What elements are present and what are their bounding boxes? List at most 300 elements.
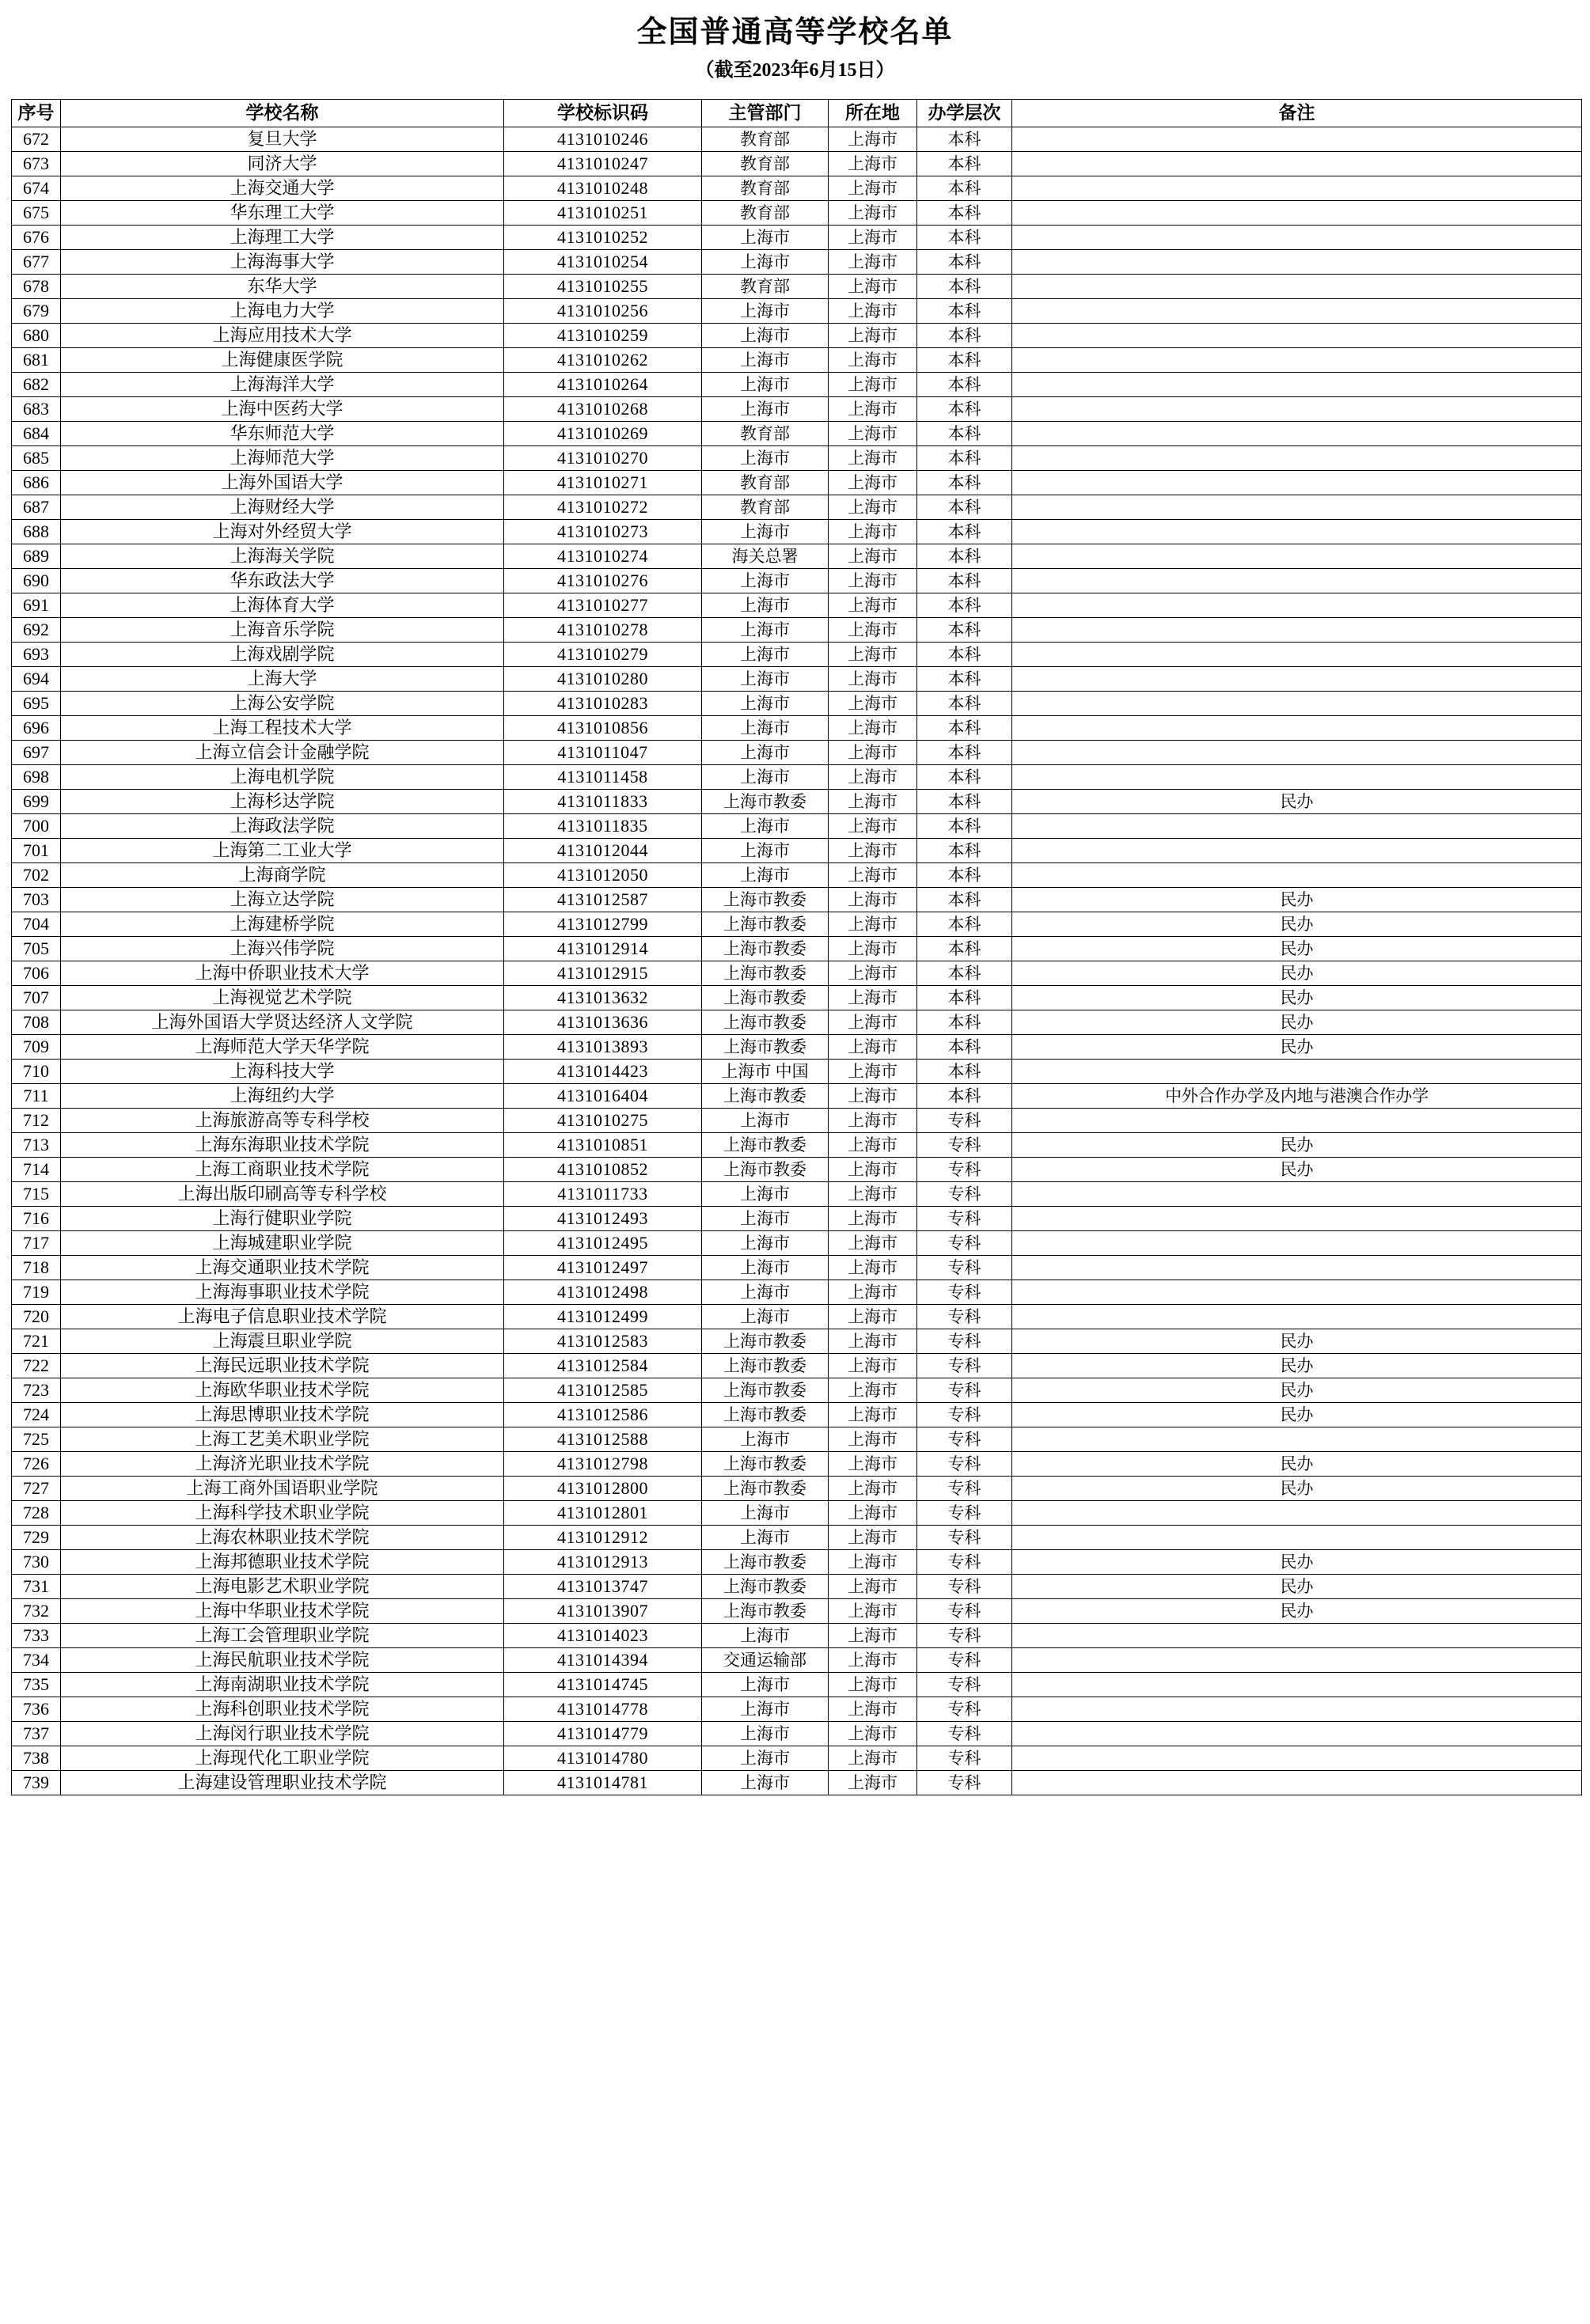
table-row: [12, 740, 1582, 764]
cell-code: 4131014778: [504, 1697, 702, 1721]
cell-level: 专科: [917, 1672, 1012, 1697]
cell-name: 上海应用技术大学: [61, 323, 504, 347]
cell-level: 本科: [917, 862, 1012, 887]
cell-name: 上海商学院: [61, 862, 504, 887]
cell-remark: [1012, 495, 1582, 519]
cell-loc: 上海市: [829, 642, 917, 666]
cell-idx: 729: [12, 1525, 61, 1549]
cell-dept: 上海市: [702, 1108, 829, 1132]
cell-name: 上海海事大学: [61, 249, 504, 274]
cell-level: 专科: [917, 1476, 1012, 1500]
cell-loc: 上海市: [829, 470, 917, 495]
cell-level: 专科: [917, 1157, 1012, 1181]
cell-remark: [1012, 813, 1582, 838]
cell-loc: 上海市: [829, 323, 917, 347]
cell-loc: 上海市: [829, 1402, 917, 1427]
cell-idx: 699: [12, 789, 61, 813]
cell-remark: [1012, 617, 1582, 642]
table-row: [12, 789, 1582, 813]
cell-level: 专科: [917, 1525, 1012, 1549]
cell-name: 上海电子信息职业技术学院: [61, 1304, 504, 1329]
cell-dept: 交通运输部: [702, 1647, 829, 1672]
table-row: [12, 445, 1582, 470]
cell-remark: [1012, 1746, 1582, 1770]
cell-code: 4131012798: [504, 1451, 702, 1476]
cell-dept: 海关总署: [702, 544, 829, 568]
cell-idx: 695: [12, 691, 61, 715]
cell-idx: 737: [12, 1721, 61, 1746]
table-row: [12, 1672, 1582, 1697]
cell-code: 4131016404: [504, 1083, 702, 1108]
cell-level: 专科: [917, 1549, 1012, 1574]
cell-name: 上海农林职业技术学院: [61, 1525, 504, 1549]
cell-remark: [1012, 1647, 1582, 1672]
cell-dept: 上海市 中国: [702, 1059, 829, 1083]
cell-code: 4131013893: [504, 1034, 702, 1059]
cell-dept: 上海市: [702, 396, 829, 421]
cell-loc: 上海市: [829, 887, 917, 912]
cell-level: 本科: [917, 740, 1012, 764]
cell-dept: 教育部: [702, 176, 829, 200]
cell-code: 4131014423: [504, 1059, 702, 1083]
cell-loc: 上海市: [829, 1034, 917, 1059]
cell-level: 本科: [917, 323, 1012, 347]
cell-idx: 722: [12, 1353, 61, 1378]
column-header-level: 办学层次: [917, 99, 1012, 127]
cell-idx: 738: [12, 1746, 61, 1770]
cell-code: 4131010856: [504, 715, 702, 740]
cell-level: 专科: [917, 1598, 1012, 1623]
table-row: [12, 1157, 1582, 1181]
cell-level: 专科: [917, 1721, 1012, 1746]
cell-idx: 700: [12, 813, 61, 838]
cell-dept: 上海市: [702, 642, 829, 666]
cell-idx: 739: [12, 1770, 61, 1795]
cell-code: 4131010279: [504, 642, 702, 666]
cell-level: 专科: [917, 1230, 1012, 1255]
cell-level: 本科: [917, 200, 1012, 225]
cell-name: 上海交通大学: [61, 176, 504, 200]
cell-name: 上海视觉艺术学院: [61, 985, 504, 1010]
cell-level: 本科: [917, 1059, 1012, 1083]
cell-remark: 民办: [1012, 985, 1582, 1010]
table-row: [12, 298, 1582, 323]
cell-idx: 706: [12, 961, 61, 985]
cell-loc: 上海市: [829, 298, 917, 323]
cell-dept: 上海市: [702, 740, 829, 764]
cell-name: 上海工程技术大学: [61, 715, 504, 740]
cell-level: 本科: [917, 617, 1012, 642]
cell-code: 4131010264: [504, 372, 702, 396]
cell-level: 本科: [917, 495, 1012, 519]
table-row: [12, 887, 1582, 912]
cell-loc: 上海市: [829, 1255, 917, 1280]
cell-name: 上海思博职业技术学院: [61, 1402, 504, 1427]
cell-remark: [1012, 396, 1582, 421]
table-header: [12, 99, 1582, 127]
cell-loc: 上海市: [829, 1672, 917, 1697]
cell-dept: 上海市: [702, 813, 829, 838]
cell-idx: 708: [12, 1010, 61, 1034]
cell-loc: 上海市: [829, 151, 917, 176]
cell-name: 华东政法大学: [61, 568, 504, 593]
cell-loc: 上海市: [829, 1549, 917, 1574]
cell-loc: 上海市: [829, 1451, 917, 1476]
cell-idx: 674: [12, 176, 61, 200]
cell-idx: 692: [12, 617, 61, 642]
cell-remark: [1012, 1206, 1582, 1230]
cell-code: 4131010272: [504, 495, 702, 519]
cell-name: 上海对外经贸大学: [61, 519, 504, 544]
cell-level: 本科: [917, 127, 1012, 151]
cell-level: 本科: [917, 396, 1012, 421]
cell-level: 本科: [917, 519, 1012, 544]
cell-code: 4131014780: [504, 1746, 702, 1770]
cell-level: 本科: [917, 961, 1012, 985]
cell-idx: 687: [12, 495, 61, 519]
cell-loc: 上海市: [829, 1647, 917, 1672]
cell-dept: 上海市: [702, 1427, 829, 1451]
table-row: [12, 1083, 1582, 1108]
cell-remark: [1012, 1500, 1582, 1525]
cell-dept: 上海市教委: [702, 887, 829, 912]
table-row: [12, 151, 1582, 176]
cell-dept: 上海市教委: [702, 961, 829, 985]
cell-level: 专科: [917, 1451, 1012, 1476]
table-row: [12, 470, 1582, 495]
table-row: [12, 1255, 1582, 1280]
cell-level: 本科: [917, 421, 1012, 445]
cell-level: 专科: [917, 1181, 1012, 1206]
cell-idx: 734: [12, 1647, 61, 1672]
cell-remark: 民办: [1012, 1598, 1582, 1623]
cell-loc: 上海市: [829, 1181, 917, 1206]
table-row: [12, 1059, 1582, 1083]
cell-idx: 704: [12, 912, 61, 936]
cell-code: 4131010256: [504, 298, 702, 323]
table-row: [12, 691, 1582, 715]
cell-loc: 上海市: [829, 1378, 917, 1402]
cell-remark: [1012, 1427, 1582, 1451]
cell-dept: 上海市教委: [702, 1451, 829, 1476]
cell-idx: 732: [12, 1598, 61, 1623]
cell-name: 上海城建职业学院: [61, 1230, 504, 1255]
school-roster-table: [11, 99, 1582, 1795]
cell-remark: [1012, 1525, 1582, 1549]
cell-level: 本科: [917, 176, 1012, 200]
cell-remark: [1012, 1108, 1582, 1132]
cell-dept: 上海市: [702, 323, 829, 347]
cell-idx: 696: [12, 715, 61, 740]
cell-remark: [1012, 740, 1582, 764]
table-row: [12, 1697, 1582, 1721]
cell-code: 4131012915: [504, 961, 702, 985]
cell-remark: [1012, 1181, 1582, 1206]
cell-remark: 民办: [1012, 1549, 1582, 1574]
cell-level: 本科: [917, 1083, 1012, 1108]
cell-loc: 上海市: [829, 862, 917, 887]
cell-level: 本科: [917, 249, 1012, 274]
cell-level: 本科: [917, 887, 1012, 912]
cell-code: 4131011733: [504, 1181, 702, 1206]
table-row: [12, 1525, 1582, 1549]
cell-name: 上海工艺美术职业学院: [61, 1427, 504, 1451]
cell-dept: 教育部: [702, 127, 829, 151]
cell-loc: 上海市: [829, 1697, 917, 1721]
cell-code: 4131010248: [504, 176, 702, 200]
table-row: [12, 1206, 1582, 1230]
cell-idx: 679: [12, 298, 61, 323]
cell-code: 4131012587: [504, 887, 702, 912]
cell-dept: 上海市: [702, 298, 829, 323]
cell-loc: 上海市: [829, 544, 917, 568]
cell-code: 4131012586: [504, 1402, 702, 1427]
cell-code: 4131010276: [504, 568, 702, 593]
cell-name: 上海交通职业技术学院: [61, 1255, 504, 1280]
cell-idx: 717: [12, 1230, 61, 1255]
cell-remark: [1012, 225, 1582, 249]
cell-level: 本科: [917, 666, 1012, 691]
cell-level: 专科: [917, 1255, 1012, 1280]
cell-idx: 686: [12, 470, 61, 495]
cell-idx: 689: [12, 544, 61, 568]
cell-loc: 上海市: [829, 421, 917, 445]
cell-level: 专科: [917, 1697, 1012, 1721]
cell-level: 专科: [917, 1304, 1012, 1329]
cell-remark: [1012, 1255, 1582, 1280]
cell-dept: 上海市教委: [702, 1378, 829, 1402]
cell-code: 4131012044: [504, 838, 702, 862]
cell-loc: 上海市: [829, 936, 917, 961]
cell-code: 4131012799: [504, 912, 702, 936]
cell-loc: 上海市: [829, 495, 917, 519]
cell-name: 上海中侨职业技术大学: [61, 961, 504, 985]
cell-idx: 724: [12, 1402, 61, 1427]
cell-code: 4131012912: [504, 1525, 702, 1549]
cell-level: 本科: [917, 1010, 1012, 1034]
cell-level: 专科: [917, 1378, 1012, 1402]
cell-remark: [1012, 470, 1582, 495]
cell-level: 本科: [917, 936, 1012, 961]
cell-idx: 718: [12, 1255, 61, 1280]
cell-loc: 上海市: [829, 1059, 917, 1083]
table-body: [12, 127, 1582, 1795]
cell-code: 4131012588: [504, 1427, 702, 1451]
cell-idx: 685: [12, 445, 61, 470]
cell-dept: 上海市教委: [702, 1083, 829, 1108]
cell-code: 4131010852: [504, 1157, 702, 1181]
table-row: [12, 347, 1582, 372]
cell-level: 本科: [917, 347, 1012, 372]
cell-name: 上海欧华职业技术学院: [61, 1378, 504, 1402]
cell-loc: 上海市: [829, 1108, 917, 1132]
table-row: [12, 127, 1582, 151]
cell-remark: [1012, 445, 1582, 470]
cell-level: 本科: [917, 470, 1012, 495]
cell-remark: [1012, 568, 1582, 593]
cell-code: 4131010268: [504, 396, 702, 421]
table-row: [12, 1746, 1582, 1770]
title-block: [0, 0, 1590, 83]
table-row: [12, 936, 1582, 961]
table-row: [12, 1230, 1582, 1255]
cell-name: 复旦大学: [61, 127, 504, 151]
cell-name: 上海政法学院: [61, 813, 504, 838]
cell-name: 上海闵行职业技术学院: [61, 1721, 504, 1746]
cell-dept: 上海市: [702, 764, 829, 789]
cell-remark: 民办: [1012, 887, 1582, 912]
cell-remark: 民办: [1012, 1353, 1582, 1378]
cell-remark: 民办: [1012, 1402, 1582, 1427]
cell-code: 4131012585: [504, 1378, 702, 1402]
cell-loc: 上海市: [829, 1206, 917, 1230]
cell-dept: 上海市: [702, 1255, 829, 1280]
table-row: [12, 1770, 1582, 1795]
cell-name: 上海海洋大学: [61, 372, 504, 396]
cell-level: 专科: [917, 1132, 1012, 1157]
cell-dept: 教育部: [702, 470, 829, 495]
cell-loc: 上海市: [829, 1500, 917, 1525]
table-row: [12, 1500, 1582, 1525]
cell-remark: 民办: [1012, 961, 1582, 985]
cell-name: 上海旅游高等专科学校: [61, 1108, 504, 1132]
cell-loc: 上海市: [829, 1132, 917, 1157]
cell-code: 4131010259: [504, 323, 702, 347]
cell-name: 上海体育大学: [61, 593, 504, 617]
cell-remark: [1012, 1623, 1582, 1647]
table-row: [12, 617, 1582, 642]
cell-code: 4131010280: [504, 666, 702, 691]
cell-level: 本科: [917, 568, 1012, 593]
cell-idx: 731: [12, 1574, 61, 1598]
cell-loc: 上海市: [829, 249, 917, 274]
cell-idx: 693: [12, 642, 61, 666]
cell-idx: 725: [12, 1427, 61, 1451]
cell-code: 4131010247: [504, 151, 702, 176]
cell-name: 上海民远职业技术学院: [61, 1353, 504, 1378]
table-row: [12, 1721, 1582, 1746]
cell-dept: 上海市教委: [702, 912, 829, 936]
cell-idx: 736: [12, 1697, 61, 1721]
cell-idx: 716: [12, 1206, 61, 1230]
cell-name: 上海南湖职业技术学院: [61, 1672, 504, 1697]
cell-code: 4131012493: [504, 1206, 702, 1230]
cell-loc: 上海市: [829, 396, 917, 421]
cell-idx: 726: [12, 1451, 61, 1476]
table-container: [0, 99, 1590, 1795]
cell-name: 上海震旦职业学院: [61, 1329, 504, 1353]
cell-code: 4131012495: [504, 1230, 702, 1255]
cell-loc: 上海市: [829, 1083, 917, 1108]
cell-dept: 上海市: [702, 347, 829, 372]
cell-loc: 上海市: [829, 912, 917, 936]
cell-dept: 上海市: [702, 372, 829, 396]
cell-dept: 上海市: [702, 666, 829, 691]
cell-code: 4131014394: [504, 1647, 702, 1672]
cell-level: 专科: [917, 1574, 1012, 1598]
cell-code: 4131013636: [504, 1010, 702, 1034]
cell-loc: 上海市: [829, 1329, 917, 1353]
cell-name: 上海工商外国语职业学院: [61, 1476, 504, 1500]
table-row: [12, 1574, 1582, 1598]
cell-code: 4131012801: [504, 1500, 702, 1525]
table-row: [12, 961, 1582, 985]
table-row: [12, 495, 1582, 519]
cell-code: 4131010275: [504, 1108, 702, 1132]
cell-level: 专科: [917, 1206, 1012, 1230]
cell-dept: 上海市教委: [702, 1034, 829, 1059]
table-row: [12, 1132, 1582, 1157]
cell-idx: 672: [12, 127, 61, 151]
column-header-index: 序号: [12, 99, 61, 127]
cell-loc: 上海市: [829, 1353, 917, 1378]
cell-loc: 上海市: [829, 740, 917, 764]
table-row: [12, 396, 1582, 421]
table-row: [12, 1598, 1582, 1623]
cell-name: 上海济光职业技术学院: [61, 1451, 504, 1476]
table-row: [12, 1181, 1582, 1206]
cell-dept: 上海市: [702, 691, 829, 715]
cell-idx: 730: [12, 1549, 61, 1574]
cell-name: 上海东海职业技术学院: [61, 1132, 504, 1157]
cell-remark: [1012, 200, 1582, 225]
table-row: [12, 1353, 1582, 1378]
cell-dept: 上海市教委: [702, 1402, 829, 1427]
table-row: [12, 1378, 1582, 1402]
cell-dept: 上海市: [702, 519, 829, 544]
cell-idx: 709: [12, 1034, 61, 1059]
cell-loc: 上海市: [829, 715, 917, 740]
cell-remark: [1012, 1304, 1582, 1329]
cell-idx: 728: [12, 1500, 61, 1525]
table-row: [12, 249, 1582, 274]
table-row: [12, 1427, 1582, 1451]
cell-code: 4131010252: [504, 225, 702, 249]
cell-name: 上海工商职业技术学院: [61, 1157, 504, 1181]
cell-name: 上海音乐学院: [61, 617, 504, 642]
table-row: [12, 372, 1582, 396]
cell-dept: 上海市: [702, 1500, 829, 1525]
cell-dept: 上海市: [702, 715, 829, 740]
cell-loc: 上海市: [829, 1574, 917, 1598]
table-row: [12, 1329, 1582, 1353]
cell-loc: 上海市: [829, 1770, 917, 1795]
cell-level: 本科: [917, 912, 1012, 936]
table-row: [12, 985, 1582, 1010]
cell-idx: 714: [12, 1157, 61, 1181]
cell-name: 上海财经大学: [61, 495, 504, 519]
cell-idx: 677: [12, 249, 61, 274]
cell-name: 上海海关学院: [61, 544, 504, 568]
cell-dept: 上海市: [702, 1181, 829, 1206]
cell-name: 华东理工大学: [61, 200, 504, 225]
cell-loc: 上海市: [829, 519, 917, 544]
cell-idx: 681: [12, 347, 61, 372]
cell-idx: 684: [12, 421, 61, 445]
cell-name: 上海科技大学: [61, 1059, 504, 1083]
cell-code: 4131010271: [504, 470, 702, 495]
table-row: [12, 568, 1582, 593]
cell-dept: 上海市: [702, 1280, 829, 1304]
cell-dept: 上海市: [702, 1672, 829, 1697]
cell-dept: 上海市教委: [702, 789, 829, 813]
cell-code: 4131010274: [504, 544, 702, 568]
cell-loc: 上海市: [829, 593, 917, 617]
column-header-location: 所在地: [829, 99, 917, 127]
cell-code: 4131012914: [504, 936, 702, 961]
column-header-dept: 主管部门: [702, 99, 829, 127]
cell-idx: 697: [12, 740, 61, 764]
